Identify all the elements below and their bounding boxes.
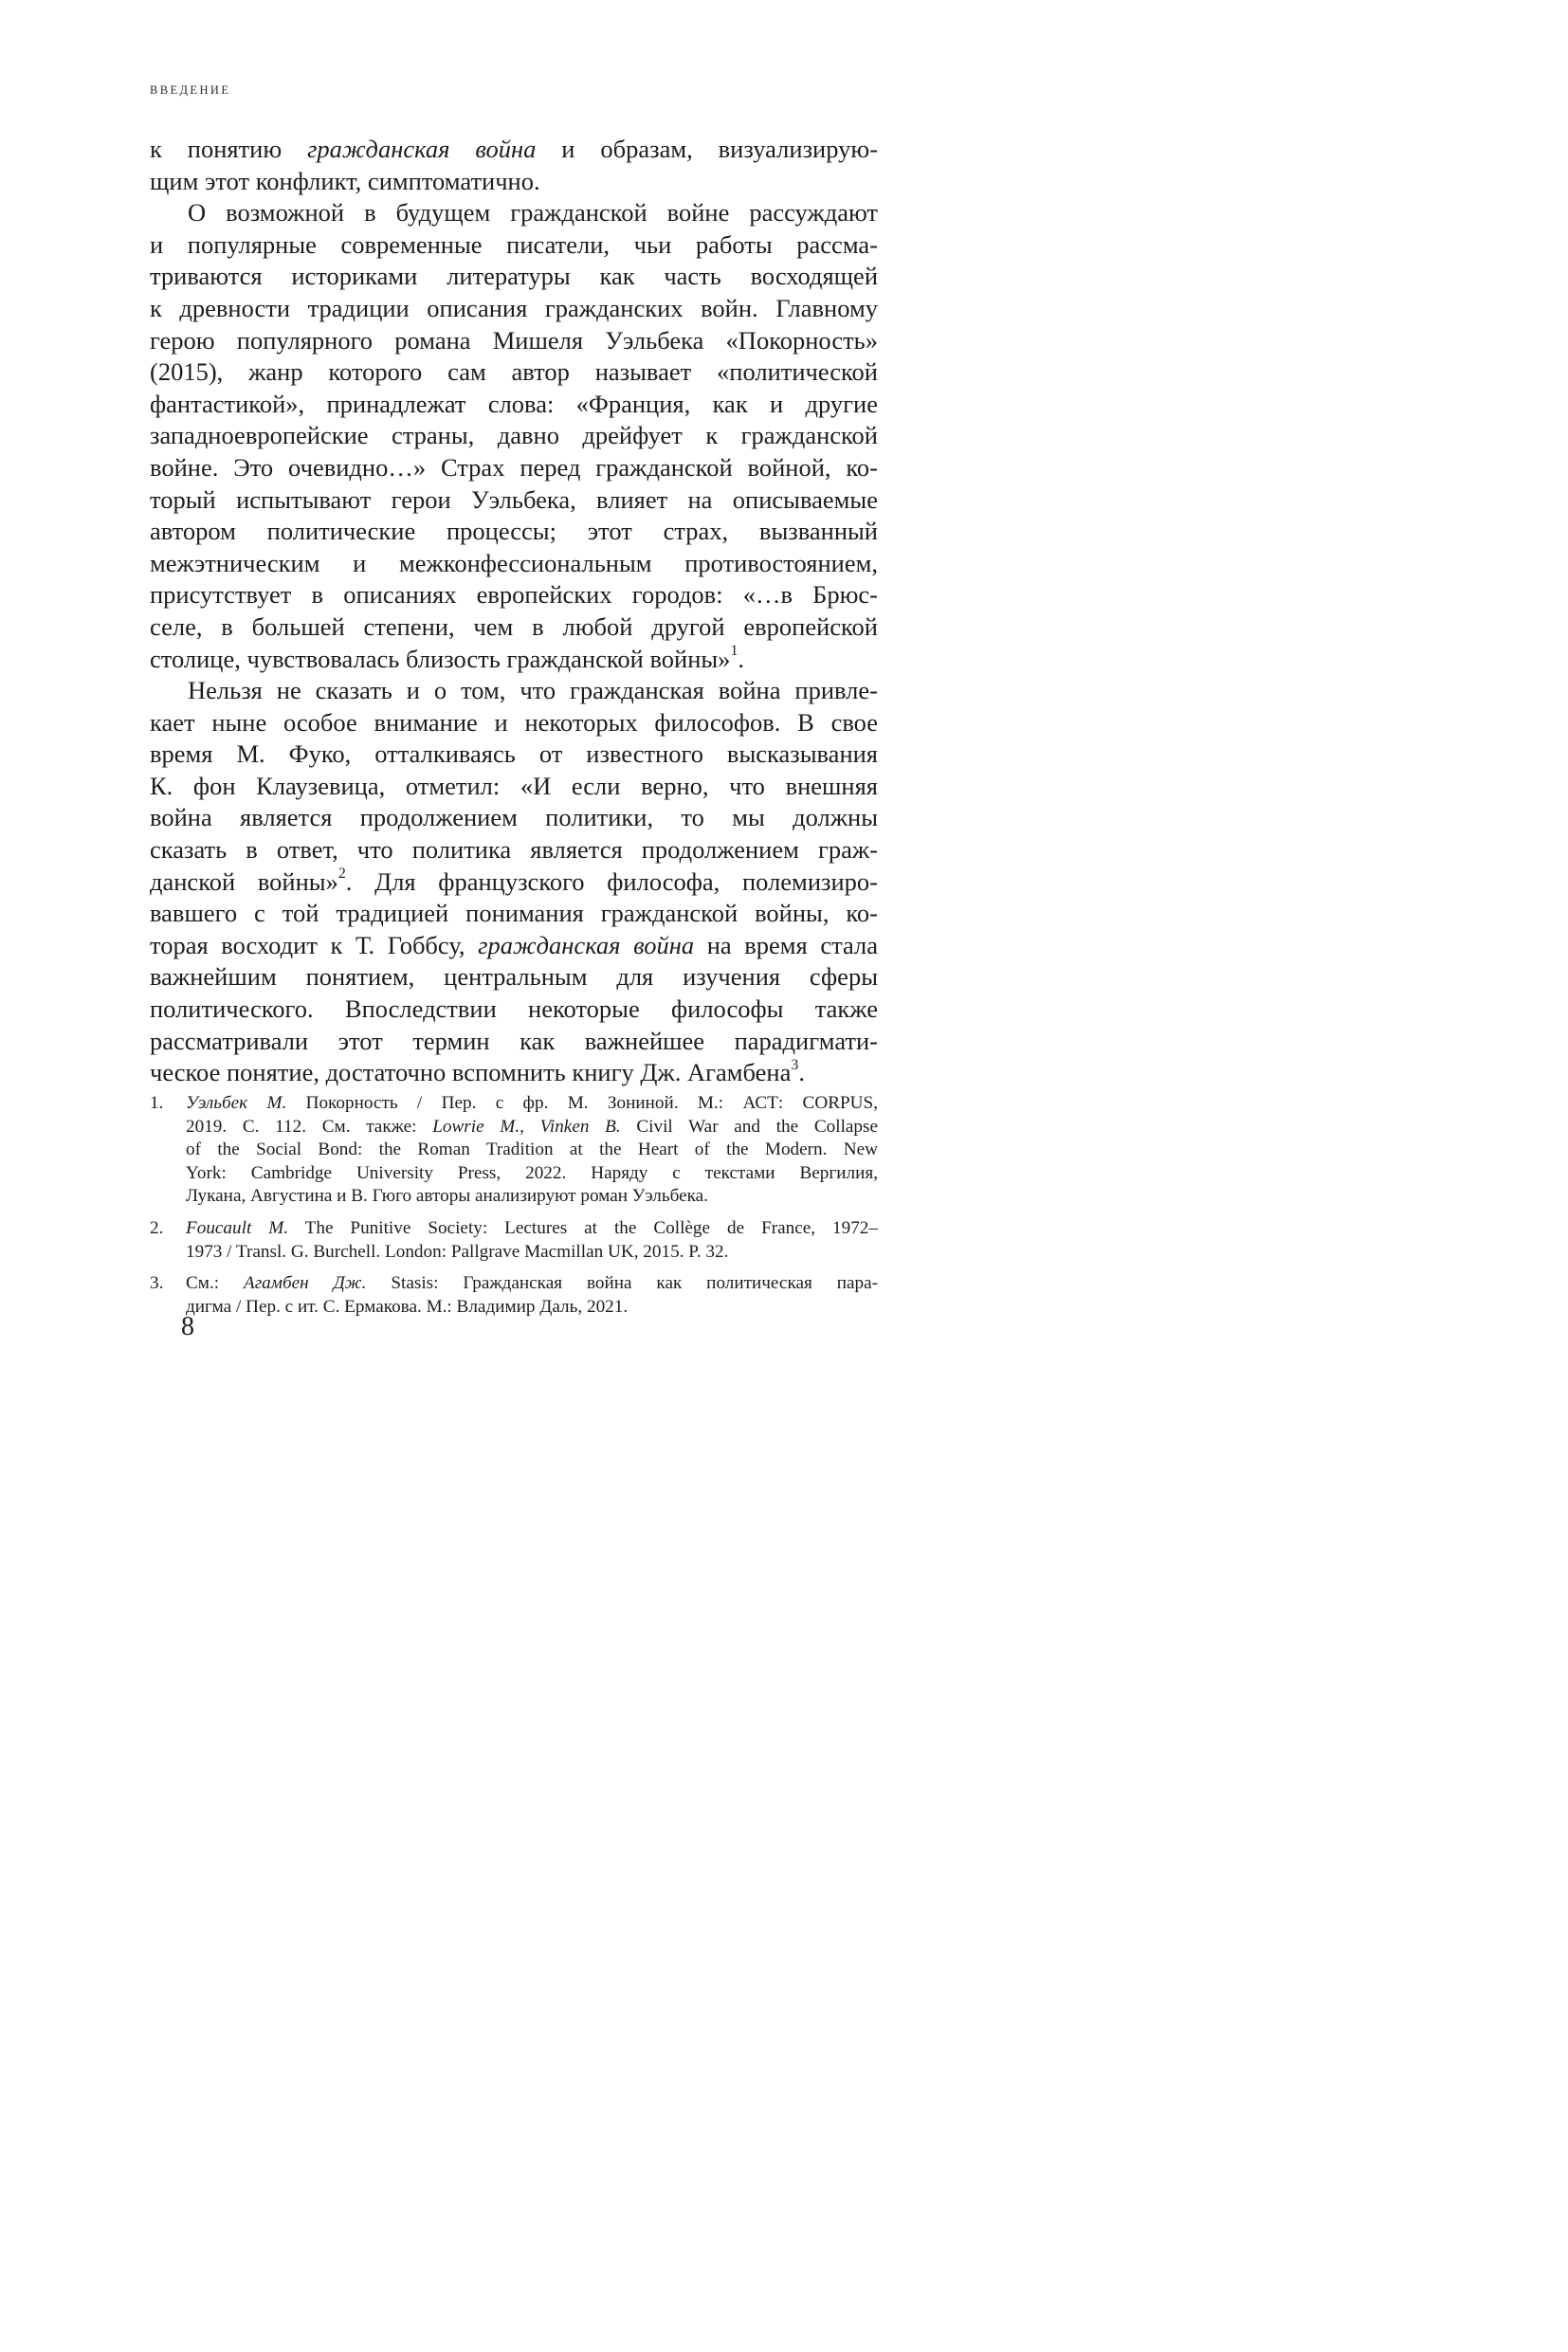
- text-line: межэтническим и межконфессиональным противостоянием,: [150, 548, 878, 577]
- text-line: войне. Это очевидно…» Страх перед гражданской войной, ко-: [150, 452, 878, 482]
- text-line: важнейшим понятием, центральным для изучения сферы: [150, 962, 878, 992]
- text-line: вавшего с той традицией понимания гражданской войны, ко-: [150, 899, 878, 928]
- text-line: щим этот конфликт, симптоматично.: [150, 166, 540, 195]
- footnote-ref-1[interactable]: 1: [730, 643, 738, 660]
- footnote-line: 2019. С. 112. См. также: Lowrie M., Vinken B. Civil War and the Collapse: [186, 1116, 878, 1137]
- footnote-line: Foucault M. The Punitive Society: Lectures at the Collège de France, 1972–: [186, 1217, 878, 1238]
- text-line: автором политические процессы; этот страх, вызванный: [150, 517, 878, 546]
- text-line: О возможной в будущем гражданской войне рассуждают: [188, 198, 878, 228]
- italic-term: гражданская война: [478, 930, 695, 959]
- text-line: политического. Впоследствии некоторые философы также: [150, 994, 878, 1024]
- page-number: 8: [181, 1312, 194, 1341]
- footnote-line: дигма / Пер. с ит. С. Ермакова. М.: Владимир Даль, 2021.: [186, 1296, 629, 1317]
- paragraph-3: [150, 675, 878, 1089]
- footnote-number: 1.: [150, 1093, 164, 1113]
- text-line: к древности традиции описания гражданских войн. Главному: [150, 293, 878, 322]
- text-line: (2015), жанр которого сам автор называет «политической: [150, 357, 878, 387]
- paragraph-1: [150, 134, 878, 197]
- paragraph-2: [150, 197, 878, 675]
- footnote-line: of the Social Bond: the Roman Tradition at the Heart of the Modern. New: [186, 1140, 878, 1160]
- text-line: рассматривали этот термин как важнейшее парадигмати-: [150, 1026, 878, 1055]
- footnote-1: [150, 1092, 878, 1209]
- text-line: данской войны»$^2$. Для французского философа, полемизиро-: [150, 866, 878, 896]
- text-line: кает ныне особое внимание и некоторых философов. В свое: [150, 707, 878, 737]
- text-line: Нельзя не сказать и о том, что гражданская война привле-: [188, 676, 878, 705]
- text-line: торая восходит к Т. Гоббсу, гражданская война на время стала: [150, 930, 878, 959]
- text-line: к понятию гражданская война и образам, визуализирую-: [150, 135, 878, 163]
- footnote-2: [150, 1217, 878, 1264]
- text-line: столице, чувствовалась близость гражданской войны»$^1$.: [150, 643, 745, 673]
- text-line: присутствует в описаниях европейских городов: «…в Брюс-: [150, 580, 878, 610]
- text-line: сказать в ответ, что политика является продолжением граж-: [150, 835, 878, 865]
- running-head: ВВЕДЕНИЕ: [150, 83, 231, 97]
- text-line: фантастикой», принадлежат слова: «Франция, как и другие: [150, 389, 878, 418]
- text-line: время М. Фуко, отталкиваясь от известного высказывания: [150, 739, 878, 769]
- italic-term: гражданская война: [307, 135, 537, 163]
- text-line: К. фон Клаузевица, отметил: «И если верно, что внешняя: [150, 771, 878, 800]
- text-line: селе, в большей степени, чем в любой другой европейской: [150, 611, 878, 641]
- footnote-line: Лукана, Августина и В. Гюго авторы анализируют роман Уэльбека.: [186, 1186, 708, 1207]
- footnote-line: Уэльбек М. Покорность / Пер. с фр. М. Зониной. М.: АСТ: CORPUS,: [186, 1093, 878, 1113]
- footnote-ref-2[interactable]: 2: [337, 866, 346, 883]
- text-line: герою популярного романа Мишеля Уэльбека «Покорность»: [150, 325, 878, 355]
- footnote-ref-3[interactable]: 3: [791, 1057, 799, 1074]
- footnote-number: 3.: [150, 1273, 164, 1294]
- text-line: война является продолжением политики, то мы должны: [150, 803, 878, 832]
- footnote-line: York: Cambridge University Press, 2022. Наряду с текстами Вергилия,: [186, 1162, 878, 1183]
- text-line: торый испытывают герои Уэльбека, влияет на описываемые: [150, 484, 878, 514]
- footnote-3: [150, 1272, 878, 1319]
- book-page: [0, 0, 1004, 1506]
- text-line: западноевропейские страны, давно дрейфует к гражданской: [150, 421, 878, 450]
- main-text: [150, 134, 878, 1089]
- footnote-number: 2.: [150, 1217, 164, 1238]
- text-line: и популярные современные писатели, чьи работы рассма-: [150, 229, 878, 259]
- footnote-line: 1973 / Transl. G. Burchell. London: Pallgrave Macmillan UK, 2015. P. 32.: [186, 1241, 729, 1262]
- footnotes: [150, 1092, 878, 1327]
- footnote-line: См.: Агамбен Дж. Stasis: Гражданская война как политическая пара-: [186, 1273, 878, 1294]
- text-line: ческое понятие, достаточно вспомнить книгу Дж. Агамбена$^3$.: [150, 1057, 805, 1087]
- text-line: триваются историками литературы как часть восходящей: [150, 262, 878, 291]
